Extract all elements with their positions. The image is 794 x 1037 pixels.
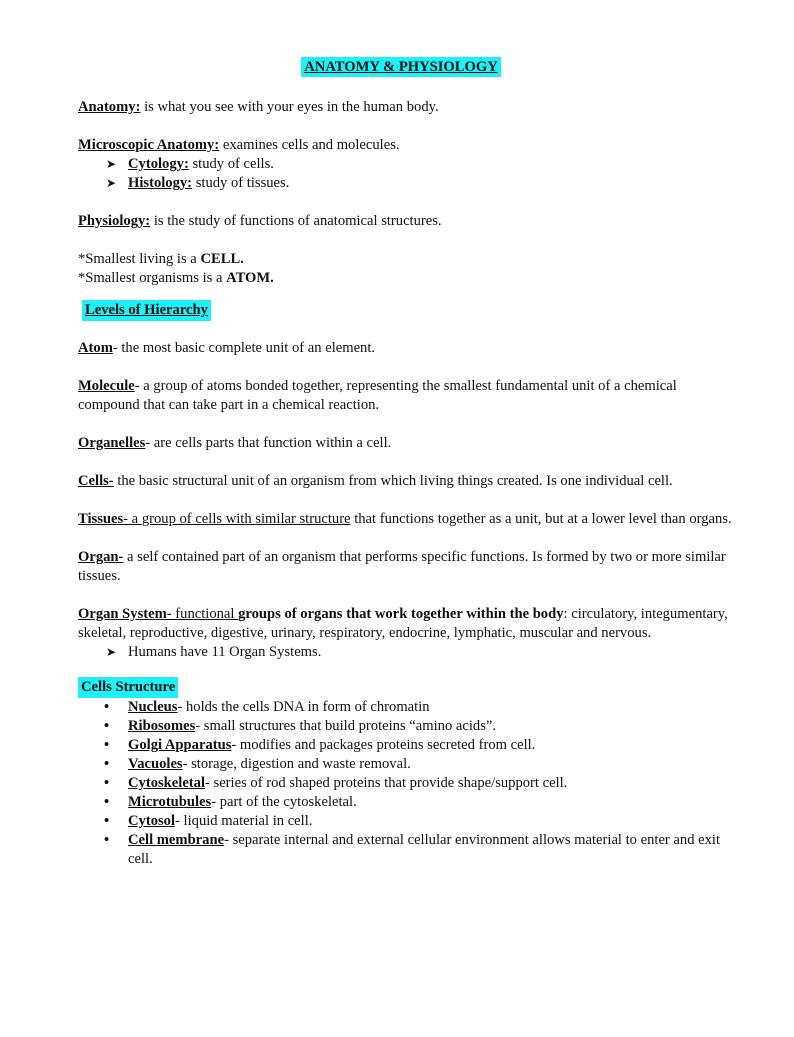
anatomy-definition xyxy=(78,98,738,117)
cell-part-term: Nucleus xyxy=(128,699,178,715)
cell-part-text: - modifies and packages proteins secreted from cell. xyxy=(231,737,536,753)
list-item xyxy=(104,774,738,793)
bullet-dot-icon: • xyxy=(104,813,110,829)
cell-part-text: - liquid material in cell. xyxy=(175,813,313,829)
cells-term: Cells- xyxy=(78,473,114,489)
organ-text: a self contained part of an organism that performs specific functions. Is formed by two or more similar tissues. xyxy=(78,549,726,584)
cells-structure-heading: Cells Structure xyxy=(78,677,178,698)
organ-term: Organ- xyxy=(78,549,124,565)
cytology-term: Cytology: xyxy=(128,156,189,172)
physiology-term: Physiology: xyxy=(78,213,151,229)
microscopic-term: Microscopic Anatomy: xyxy=(78,137,220,153)
organ-system-term: Organ System- xyxy=(78,606,172,622)
smallest-living-bold: CELL. xyxy=(200,251,244,267)
title-row xyxy=(64,58,738,84)
bullet-dot-icon: • xyxy=(104,775,110,791)
organ-system-bold: groups of organs that work together within the body xyxy=(238,606,564,622)
organelles-text: - are cells parts that function within a cell. xyxy=(145,435,392,451)
anatomy-term: Anatomy: xyxy=(78,99,141,115)
organ-system-text: : circulatory, integumentary, skeletal, reproductive, digestive, urinary, respiratory, endocrine, lymphatic, muscular and nervous. xyxy=(78,606,728,641)
arrow-bullet-icon: ➤ xyxy=(106,157,117,171)
organ-definition xyxy=(78,548,738,586)
histology-text: study of tissues. xyxy=(192,175,290,191)
list-item-organ-count xyxy=(106,643,738,662)
page-title: ANATOMY & PHYSIOLOGY xyxy=(301,57,501,77)
physiology-definition xyxy=(78,212,738,231)
cell-part-text: - separate internal and external cellular environment allows material to enter and exit cell. xyxy=(128,832,721,867)
cells-text: the basic structural unit of an organism from which living things created. Is one individual cell. xyxy=(113,473,673,489)
organ-system-definition xyxy=(78,605,738,643)
cell-part-term: Ribosomes xyxy=(128,718,196,734)
cell-part-text: - holds the cells DNA in form of chromatin xyxy=(177,699,430,715)
smallest-organism-line xyxy=(78,269,738,288)
smallest-living-text: *Smallest living is a xyxy=(78,251,201,267)
bullet-dot-icon: • xyxy=(104,794,110,810)
list-item xyxy=(104,793,738,812)
microscopic-list xyxy=(78,155,738,193)
bullet-dot-icon: • xyxy=(104,699,110,715)
organelles-definition xyxy=(78,434,738,453)
hierarchy-heading-row xyxy=(82,300,738,321)
cells-heading-row xyxy=(78,677,738,698)
tissues-definition xyxy=(78,510,738,529)
molecule-definition xyxy=(78,377,738,415)
molecule-term: Molecule xyxy=(78,378,135,394)
tissues-underlined: group of cells with similar structure xyxy=(141,511,351,527)
arrow-bullet-icon: ➤ xyxy=(106,645,117,659)
cell-part-text: - series of rod shaped proteins that provide shape/support cell. xyxy=(205,775,568,791)
physiology-text: is the study of functions of anatomical structures. xyxy=(150,213,442,229)
list-item-histology xyxy=(106,174,738,193)
smallest-organism-bold: ATOM. xyxy=(226,270,274,286)
hierarchy-heading: Levels of Hierarchy xyxy=(82,300,211,321)
organ-system-underlined: functional xyxy=(171,606,239,622)
list-item xyxy=(104,831,738,869)
organ-count-note: Humans have 11 Organ Systems. xyxy=(128,644,322,660)
cell-part-term: Vacuoles xyxy=(128,756,183,772)
bullet-dot-icon: • xyxy=(104,756,110,772)
tissues-term: Tissues xyxy=(78,511,124,527)
microscopic-text: examines cells and molecules. xyxy=(219,137,400,153)
cell-part-term: Golgi Apparatus xyxy=(128,737,232,753)
microscopic-definition xyxy=(78,136,738,155)
tissues-mid: - a xyxy=(123,511,142,527)
cell-part-term: Microtubules xyxy=(128,794,212,810)
cell-part-term: Cytoskeletal xyxy=(128,775,206,791)
list-item xyxy=(104,736,738,755)
cells-definition xyxy=(78,472,738,491)
smallest-organism-text: *Smallest organisms is a xyxy=(78,270,227,286)
document-page xyxy=(78,58,738,869)
cell-part-text: - storage, digestion and waste removal. xyxy=(182,756,411,772)
cell-part-text: - small structures that build proteins “amino acids”. xyxy=(195,718,497,734)
cytology-text: study of cells. xyxy=(188,156,274,172)
tissues-text: that functions together as a unit, but at a lower level than organs. xyxy=(350,511,732,527)
cell-part-text: - part of the cytoskeletal. xyxy=(211,794,357,810)
cells-structure-list xyxy=(78,698,738,869)
list-item xyxy=(104,812,738,831)
anatomy-text: is what you see with your eyes in the human body. xyxy=(140,99,439,115)
atom-term: Atom xyxy=(78,340,113,356)
bullet-dot-icon: • xyxy=(104,718,110,734)
bullet-dot-icon: • xyxy=(104,737,110,753)
list-item xyxy=(104,717,738,736)
atom-definition xyxy=(78,339,738,358)
smallest-living-line xyxy=(78,250,738,269)
list-item xyxy=(104,755,738,774)
organ-system-notes xyxy=(78,643,738,662)
list-item xyxy=(104,698,738,717)
arrow-bullet-icon: ➤ xyxy=(106,176,117,190)
cell-part-term: Cytosol xyxy=(128,813,176,829)
histology-term: Histology: xyxy=(128,175,193,191)
organelles-term: Organelles xyxy=(78,435,146,451)
bullet-dot-icon: • xyxy=(104,832,110,848)
list-item-cytology xyxy=(106,155,738,174)
molecule-text: - a group of atoms bonded together, representing the smallest fundamental unit of a chemical compound that can take part in a chemical reaction. xyxy=(78,378,677,413)
cell-part-term: Cell membrane xyxy=(128,832,225,848)
atom-text: - the most basic complete unit of an element. xyxy=(112,340,376,356)
